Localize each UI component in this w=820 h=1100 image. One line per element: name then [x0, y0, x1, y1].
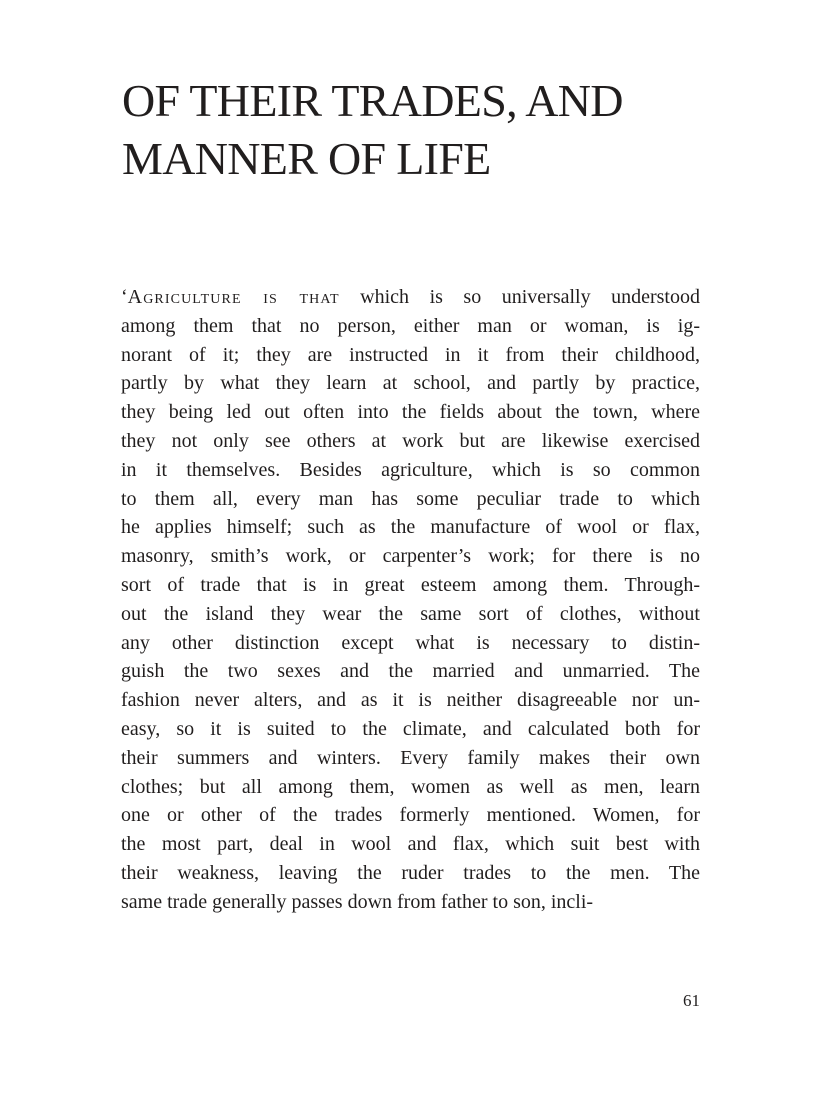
chapter-title-line-2: MANNER OF LIFE [122, 133, 491, 184]
paragraph-line: they not only see others at work but are likewise exercised [121, 429, 700, 452]
chapter-title [122, 72, 623, 188]
paragraph-line: he applies himself; such as the manufacture of wool or flax, [121, 516, 700, 539]
paragraph-line: in it themselves. Besides agriculture, which is so common [121, 458, 700, 481]
opening-quote: ‘ [121, 286, 128, 308]
paragraph-line: any other distinction except what is necessary to distin- [121, 631, 700, 654]
paragraph-line: among them that no person, either man or woman, is ig- [121, 314, 700, 337]
paragraph-line: they being led out often into the fields about the town, where [121, 401, 700, 424]
first-line-rest: which is so universally understood [339, 286, 700, 308]
lead-small-caps: Agriculture is that [127, 286, 340, 308]
paragraph-line: masonry, smith’s work, or carpenter’s work; for there is no [121, 545, 700, 568]
paragraph-line [121, 283, 700, 312]
paragraph-line: out the island they wear the same sort of clothes, without [121, 602, 700, 625]
paragraph-line: same trade generally passes down from father to son, incli- [121, 890, 594, 913]
page-number: 61 [683, 991, 700, 1010]
paragraph-line: partly by what they learn at school, and partly by practice, [121, 372, 700, 395]
paragraph-line: the most part, deal in wool and flax, which suit best with [121, 833, 700, 856]
paragraph-line: their summers and winters. Every family makes their own [121, 746, 700, 769]
chapter-title-line-1: OF THEIR TRADES, AND [122, 75, 623, 126]
paragraph-line: one or other of the trades formerly mentioned. Women, for [121, 804, 700, 827]
paragraph-line: clothes; but all among them, women as well as men, learn [121, 775, 700, 798]
paragraph-line: their weakness, leaving the ruder trades to the men. The [121, 861, 700, 884]
body-text [121, 283, 700, 917]
paragraph-line: guish the two sexes and the married and unmarried. The [121, 660, 700, 683]
paragraph-line: fashion never alters, and as it is neither disagreeable nor un- [121, 689, 700, 712]
paragraph-line: sort of trade that is in great esteem among them. Through- [121, 573, 700, 596]
paragraph-line: easy, so it is suited to the climate, and calculated both for [121, 717, 700, 740]
paragraph-line: to them all, every man has some peculiar trade to which [121, 487, 700, 510]
paragraph-line: norant of it; they are instructed in it from their childhood, [121, 343, 700, 366]
